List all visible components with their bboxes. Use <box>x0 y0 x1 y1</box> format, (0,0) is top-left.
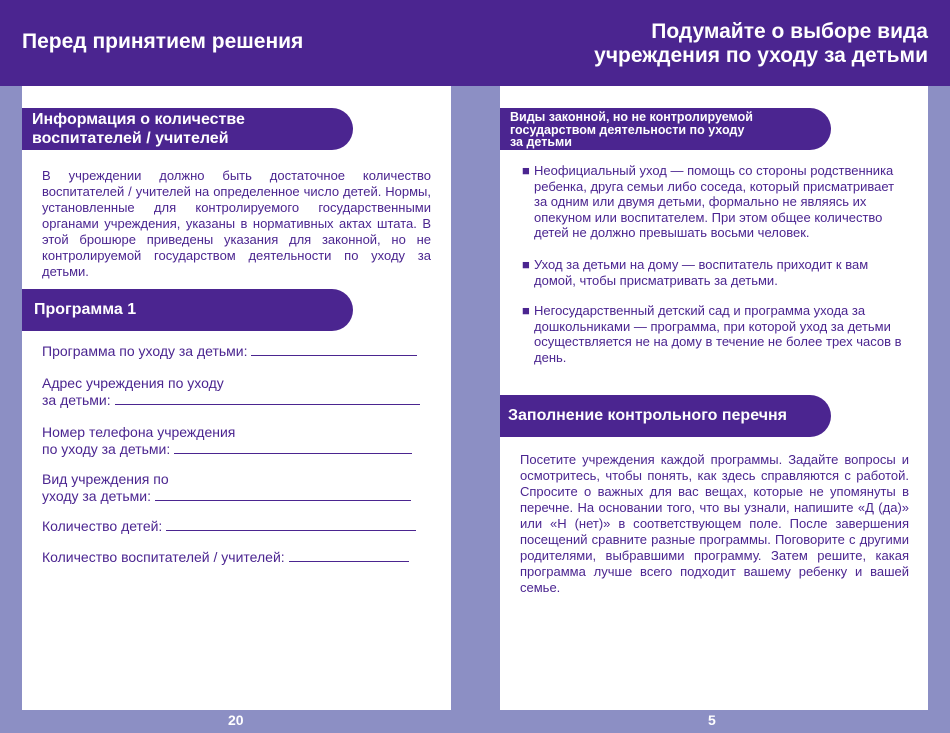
bullet-home-care <box>522 257 884 288</box>
phone-blank[interactable] <box>174 441 412 454</box>
bullet-text: Уход за детьми на дому — воспитатель приходит к вам домой, чтобы присматривать за детьми. <box>534 257 869 288</box>
bullet-text: Неофициальный уход — помощь со стороны родственника ребенка, друга семьи либо соседа, который присматривает за одним или двумя детьми, формально не являясь их опекуном или воспитателем. При этом общее количество детей не должно превышать восьми человек. <box>534 163 895 240</box>
bullet-preschool <box>522 303 904 365</box>
bullet-square-icon: ■ <box>522 257 530 272</box>
bullet-square-icon: ■ <box>522 303 530 318</box>
types-heading-line-1: Виды законной, но не контролируемой <box>510 110 753 124</box>
types-heading-line-3: за детьми <box>510 135 572 149</box>
program-name-blank[interactable] <box>251 343 417 356</box>
left-page-number: 20 <box>228 712 244 728</box>
teachers-count-label: Количество воспитателей / учителей: <box>42 549 285 565</box>
right-title-line-2: учреждения по уходу за детьми <box>594 44 928 67</box>
type-row <box>42 471 411 505</box>
address-label-line-1: Адрес учреждения по уходу <box>42 375 224 391</box>
address-label-line-2: за детьми: <box>42 392 111 408</box>
teachers-count-row <box>42 549 409 566</box>
children-count-label: Количество детей: <box>42 518 163 534</box>
phone-label-line-1: Номер телефона учреждения <box>42 424 236 440</box>
type-label-line-1: Вид учреждения по <box>42 471 169 487</box>
bullet-informal-care <box>522 163 906 241</box>
checklist-heading: Заполнение контрольного перечня <box>500 395 831 437</box>
bullet-square-icon: ■ <box>522 163 530 178</box>
info-paragraph: В учреждении должно быть достаточное количество воспитателей / учителей на определенное число детей. Нормы, установленные для контролируемого государственными органами учреждения, указаны в нормативных актах штата. В этой брошюре приведены указания для законной, но не контролируемой государством деятельности по уходу за детьми. <box>42 168 431 279</box>
type-blank[interactable] <box>155 488 411 501</box>
right-page-number: 5 <box>708 712 716 728</box>
info-heading-line-1: Информация о количестве <box>32 111 245 128</box>
children-count-row <box>42 518 416 535</box>
program-heading: Программа 1 <box>22 289 353 331</box>
address-blank[interactable] <box>115 392 420 405</box>
program-name-label: Программа по уходу за детьми: <box>42 343 248 359</box>
info-heading-line-2: воспитателей / учителей <box>32 130 229 147</box>
teachers-count-blank[interactable] <box>289 549 409 562</box>
right-title-line-1: Подумайте о выборе вида <box>651 20 928 43</box>
children-count-blank[interactable] <box>166 518 416 531</box>
program-name-row <box>42 343 417 360</box>
phone-label-line-2: по уходу за детьми: <box>42 441 171 457</box>
phone-row <box>42 424 412 458</box>
bullet-text: Негосударственный детский сад и программа ухода за дошкольниками — программа, при которой уход за детьми осуществляется не на дому в течение не более трех часов в день. <box>534 303 902 365</box>
right-page-title <box>488 20 928 68</box>
info-section-heading <box>22 108 353 150</box>
types-section-heading <box>500 108 831 150</box>
left-page-title: Перед принятием решения <box>22 30 304 53</box>
type-label-line-2: уходу за детьми: <box>42 488 152 504</box>
checklist-paragraph: Посетите учреждения каждой программы. Задайте вопросы и осмотритесь, чтобы понять, как здесь справляются с работой. Спросите о важных для вас вещах, которые не упомянуты в перечне. На основании того, что вы узнали, напишите «Д (да)» или «Н (нет)» в соответствующем поле. После завершения посещений сравните разные программы. Поговорите с другими родителями, выбравшими программу. Затем решите, какая программа лучше всего подходит вашему ребенку и вашей семье. <box>520 452 909 595</box>
address-row <box>42 375 420 409</box>
types-heading-line-2: государством деятельности по уходу <box>510 122 745 137</box>
